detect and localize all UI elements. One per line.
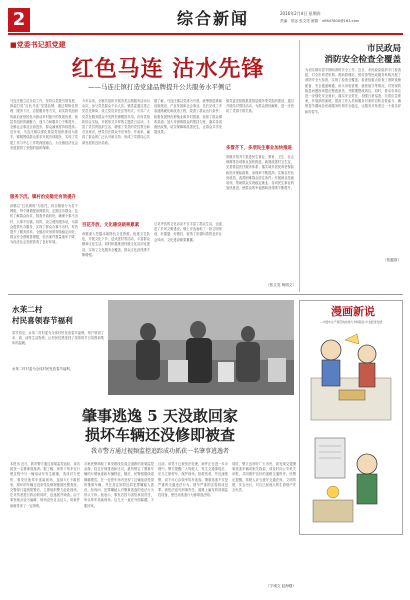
- photo-story-body: 春节将至，水茉二村村委为全体村民发放春节福利，每户领到了米、面、油等生活物资，让村民们感受到了浓浓的节日氛围和集体的温暖。: [12, 331, 104, 346]
- hitrun-headline-2: 损坏车辆还没修即被查: [84, 426, 235, 444]
- page-number: 2: [8, 8, 30, 32]
- main-body-col3-bottom: 百花齐放的文化活动不仅丰富了群众生活，也促进了乡风文明建设。镇上评选表彰了一批文明家庭、好婆婆、好媳妇，营造了崇德向善的良好社会风尚，文化建设硕果累累。: [154, 222, 222, 242]
- page-header: [8, 8, 403, 32]
- main-headline: 红色马连 沽水先锋: [71, 56, 265, 82]
- column-divider: [299, 40, 300, 292]
- photo-headline: 水茉二村 村民喜领春节福利: [12, 305, 73, 325]
- main-body-col4-bottom: 该镇多管齐下推进民生事业，教育、卫生、社会保障等各项事业加快推进。新建改建村卫生室，完善基层医疗服务体系；落实城乡居民养老保险和医疗保险政策，参保率不断提高；实施农村危房改造，改善困难群众居住条件；开展就业技能培训，帮助群众实现稳定就业。各项民生事业的加快推进，使群众的幸福感和获得感不断提升。: [226, 155, 294, 191]
- main-body-col2-bottom: 该镇深入挖掘本地特色文化资源，组建文艺队伍，开展文化下乡、送戏进村等活动，丰富群众精神文化生活。同时积极推进村级文化活动室建设，实现了文化服务全覆盖，群众文化获得感不断增强。: [82, 232, 150, 257]
- main-body-col1-bottom: 该镇以“红色网格”为依托，将全镇划分为若干网格，每个网格配备网格员，定期走访群众，及时了解群众诉求，排查矛盾纠纷，确保小事不出村、大事不出镇。同时，设立便民服务站，为群众提供代办服务，实现了群众办事不出村，有效提升了服务效率，全镇治安形势持续稳定向好，群众安全感明显增强，信访案件数量逐年下降，为经济社会发展营造了良好环境。: [10, 204, 78, 245]
- photo-caption: 水茉二村村委为全体村民发放春节福利。: [12, 367, 74, 371]
- section2-head: 百花齐放，文化建设硕果累累: [82, 223, 140, 228]
- cartoon-subtitle: —中国华生产规范的检验大米相联系·中农经济发展: [319, 320, 383, 324]
- main-body-col2-top: 今年以来，全镇共组织开展各类志愿服务活动百余次，参与党员群众千余人次。镇党委通过建立党员先锋岗、设立党员责任区等形式，引导广大党员在服务群众中发挥先锋模范作用。各村党组织结合实际，开展形式多样的主题党日活动，丰富了党员的组织生活，增强了党员的党性观念和宗旨意识，使党员在群众中亮身份、作表率，赢得了群众的广泛认可和支持，形成了党群同心共谋发展的良好局面。: [82, 99, 150, 145]
- cartoon-column-title: 漫画新说: [331, 305, 375, 318]
- photo-villagers: [108, 300, 294, 395]
- main-byline: （张文亮 杨明文）: [266, 283, 296, 287]
- cartoon-illustration-top: [305, 330, 397, 425]
- hitrun-body-col4: 同时，警方也呼吁广大市民，如发现交通肇事逃逸车辆或相关线索，请及时向公安机关举报，共同维护良好的道路交通秩序。民警还提醒，驾驶人应当遵守交通法规，文明驾驶，安全出行，对自己和他人的生命财产安全负责。: [232, 462, 296, 493]
- hitrun-body-col2: 办案民警调取了事发路段及周边道路的视频监控录像，经过仔细排查和比对，最终锁定了肇事车辆的行驶轨迹和车辆特征。随后，民警根据线索顺藤摸瓜，在一处停车场内发现了这辆前部受损的肇事车辆，并在其住所附近将犯罪嫌疑人抓获。经询问，犯罪嫌疑人对肇事逃逸的违法行为供认不讳。他表示，事发后因为害怕承担责任，所以驾车逃离现场，这几天一直在外面躲藏，不敢回家。: [84, 462, 154, 508]
- side-headline: 市民政局 消防安全检查全覆盖: [324, 44, 401, 65]
- hitrun-body-col1: 本报讯 近日，我市警方通过视频监控追踪，成功抓获一名肇事逃逸者。据了解，该男子驾车在行驶过程中与一辆电动车发生碰撞，造成对方受伤，事发后他驾车逃离现场，连续5天不敢回家，损坏的车辆还没来得及修理便被民警查获。交警部门接到报警后，立即组织警力赶赴现场，在对伤者进行救治的同时，迅速展开调查。由于事发地点较为偏僻，现场没有目击证人，给案件侦破带来了一定困难。: [10, 462, 80, 508]
- hitrun-body-col3: 目前，该男子已被依法处理，案件正在进一步办理中。警方提醒广大驾驶人，发生交通事故后，应当立即停车，保护现场，抢救伤者，并迅速报警，切不可心存侥幸驾车逃逸。肇事逃逸不仅是严重的交通违法行为，情节严重的还将构成犯罪，被依法追究刑事责任。道路上遍布的视频监控设备，使任何逃逸行为都难逃法网。: [158, 462, 228, 498]
- cartoon-illustration-bottom: [305, 430, 397, 530]
- date-line: 2016年2月4日 星期四: [280, 11, 321, 16]
- main-subheadline: ——马连庄镇打造党建品牌提升公共服务水平侧记: [88, 83, 231, 91]
- hitrun-subheadline: 我市警方通过视频监控追踪成功抓获一名肇事逃逸者: [90, 448, 229, 455]
- main-body-col4-top: 镇党委还积极推进基层服务型党组织建设，通过开展结对帮扶活动，为群众排忧解难，进一步密切了党群干群关系。: [226, 99, 294, 114]
- section-rule: [8, 294, 403, 295]
- section3-head: 多管齐下，多项民生事业加快推进: [226, 146, 292, 151]
- main-body-col3-top: 据了解，马连庄镇以党建为引领，统筹推进基础设施建设、产业发展和社会事业，先后完成了多条道路硬化和改造工程，改善了群众出行条件；积极发展特色种植业和乡村旅游，拓宽了群众增收渠道；加大对困难群众的帮扶力度，落实各项惠民政策，切实保障和改善民生，让群众共享发展成果。: [154, 99, 222, 135]
- hitrun-headline-1: 肇事逃逸 5 天没敢回家: [82, 407, 238, 425]
- hitrun-byline: （宁城文 赵海强）: [266, 584, 296, 588]
- section-title: 综合新闻: [176, 9, 249, 28]
- side-byline: （张蕴高）: [383, 258, 401, 262]
- editor-line: 责编：常远 张文亮 邮箱：ufl847800@163.com: [280, 19, 360, 23]
- section1-head: 服务下沉，镇村治安稳定有效提升: [10, 195, 76, 200]
- main-kicker: ■党委书记抓党建: [10, 41, 66, 49]
- header-rule: [8, 33, 403, 35]
- main-body-col1-top: 马连庄镇立足全局工作，坚持以党建引领发展，探索打造“红色马连”党建品牌，通过网格化管理、服务下沉、志愿服务等方式，切实将党组织的政治优势转化为推动乡村振兴的发展优势，基层党组织的凝聚力、战斗力和服务力不断提升，全镇社会事业全面进步，群众满意度持续提高。近年来，马连庄镇以强化基层党组织建设为抓手，紧紧围绕群众需求开展各项服务，实现了党建工作与中心工作的深度融合，为全镇经济社会发展提供了坚强的组织保障。: [10, 99, 78, 150]
- side-body: 为切实做好春节期间消防安全工作，近日，市民政局组织专门检查组，对全市养老机构、救助管理站、殡仪馆等民政服务机构开展了消防安全大检查，实现了检查全覆盖。检查组重点检查了消防设施配备、安全通道畅通、用火用电管理、值班值守等情况，对发现的隐患问题现场提出整改意见，并限期整改到位。同时，要求各单位进一步强化安全意识，落实安全责任，加强日常巡查，完善应急预案，开展消防演练，提高工作人员和服务对象的自防自救能力，确保春节期间各民政服务机构安全稳定，让服务对象度过一个欢乐祥和的春节。: [305, 68, 401, 114]
